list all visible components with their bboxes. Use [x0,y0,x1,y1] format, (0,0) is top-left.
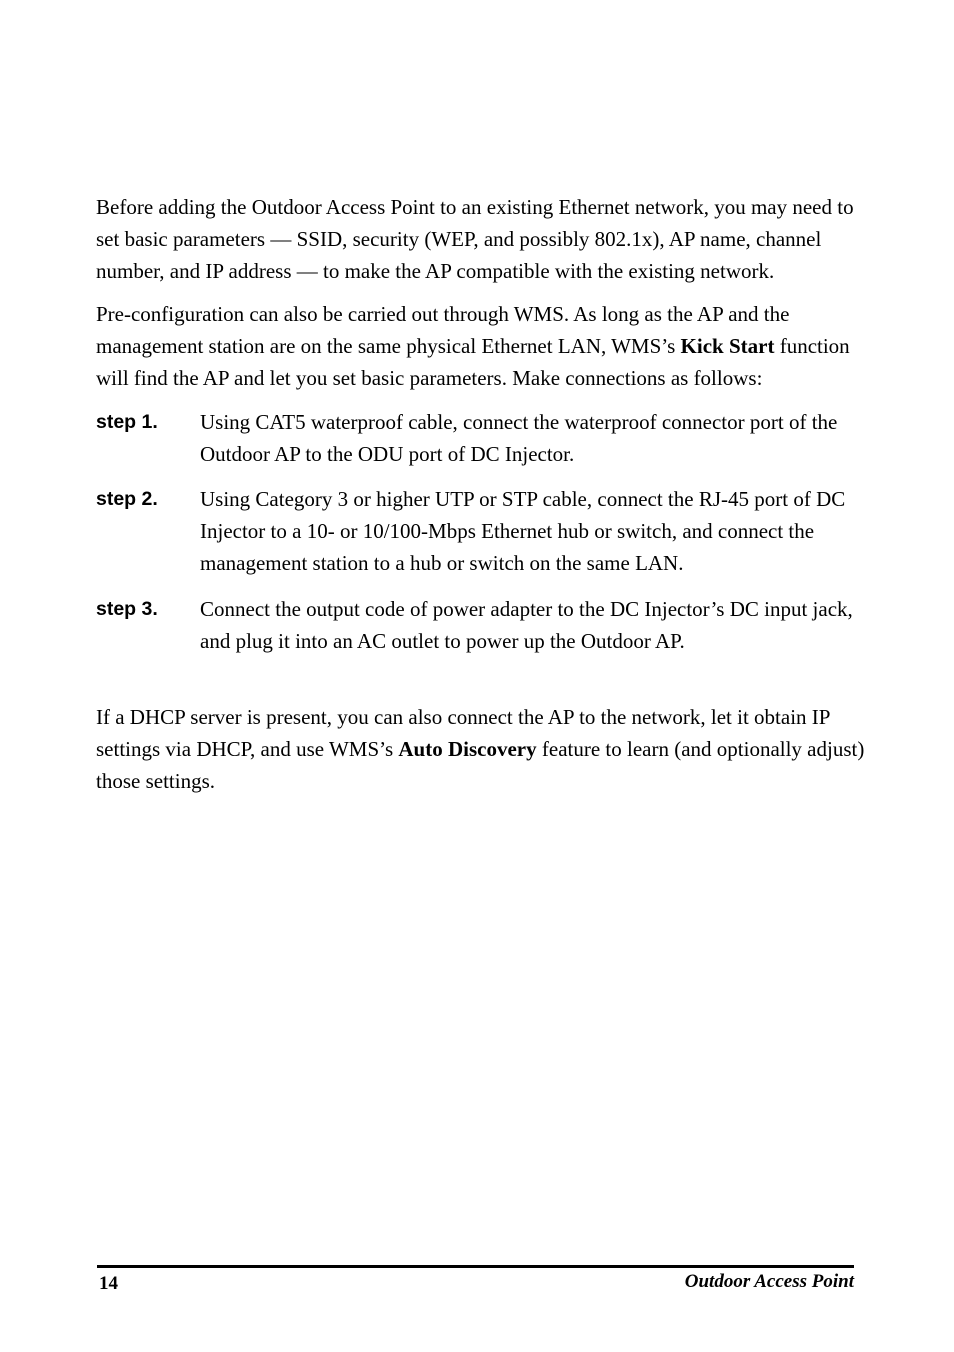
step-item [96,484,866,579]
step-label: step 3. [96,597,158,620]
step-text: Using CAT5 waterproof cable, connect the waterproof connector port of the Outdoor AP to the ODU port of DC Injector. [200,409,838,466]
intro-paragraph: Before adding the Outdoor Access Point to an existing Ethernet network, you may need to set basic parameters — SSID, security (WEP, and possibly 802.1x), AP name, channel number, and IP address — to make the AP compatible with the existing network. [96,195,854,283]
page-number: 14 [99,1273,118,1294]
kick-start-term: Kick Start [680,334,775,359]
paragraph-text: function will find the AP and let you set basic parameters. Make connections as follows: [96,334,850,390]
dhcp-paragraph [96,702,866,797]
paragraph-text: Pre-configuration can also be carried out through WMS. As long as the AP and the management station are on the same physical Ethernet LAN, WMS’s [96,302,790,359]
step-item [96,407,866,471]
step-item [96,594,866,658]
auto-discovery-term: Auto Discovery [398,737,537,762]
step-label: step 1. [96,410,158,433]
paragraph-text: feature to learn (and optionally adjust) those settings. [96,737,865,793]
steps-list [96,407,866,658]
step-text: Connect the output code of power adapter to the DC Injector’s DC input jack, and plug it into an AC outlet to power up the Outdoor AP. [200,596,853,653]
preconfiguration-paragraph [96,299,866,394]
step-label: step 2. [96,488,158,511]
paragraph-text: If a DHCP server is present, you can also connect the AP to the network, let it obtain IP settings via DHCP, and use WMS’s [96,705,830,762]
step-text: Using Category 3 or higher UTP or STP cable, connect the RJ-45 port of DC Injector to a 10- or 10/100-Mbps Ethernet hub or switch, and connect the management station to a hub or switch on the same LAN. [200,487,846,575]
page-content [96,192,866,810]
footer-rule [97,1265,854,1268]
running-title: Outdoor Access Point [684,1271,854,1292]
